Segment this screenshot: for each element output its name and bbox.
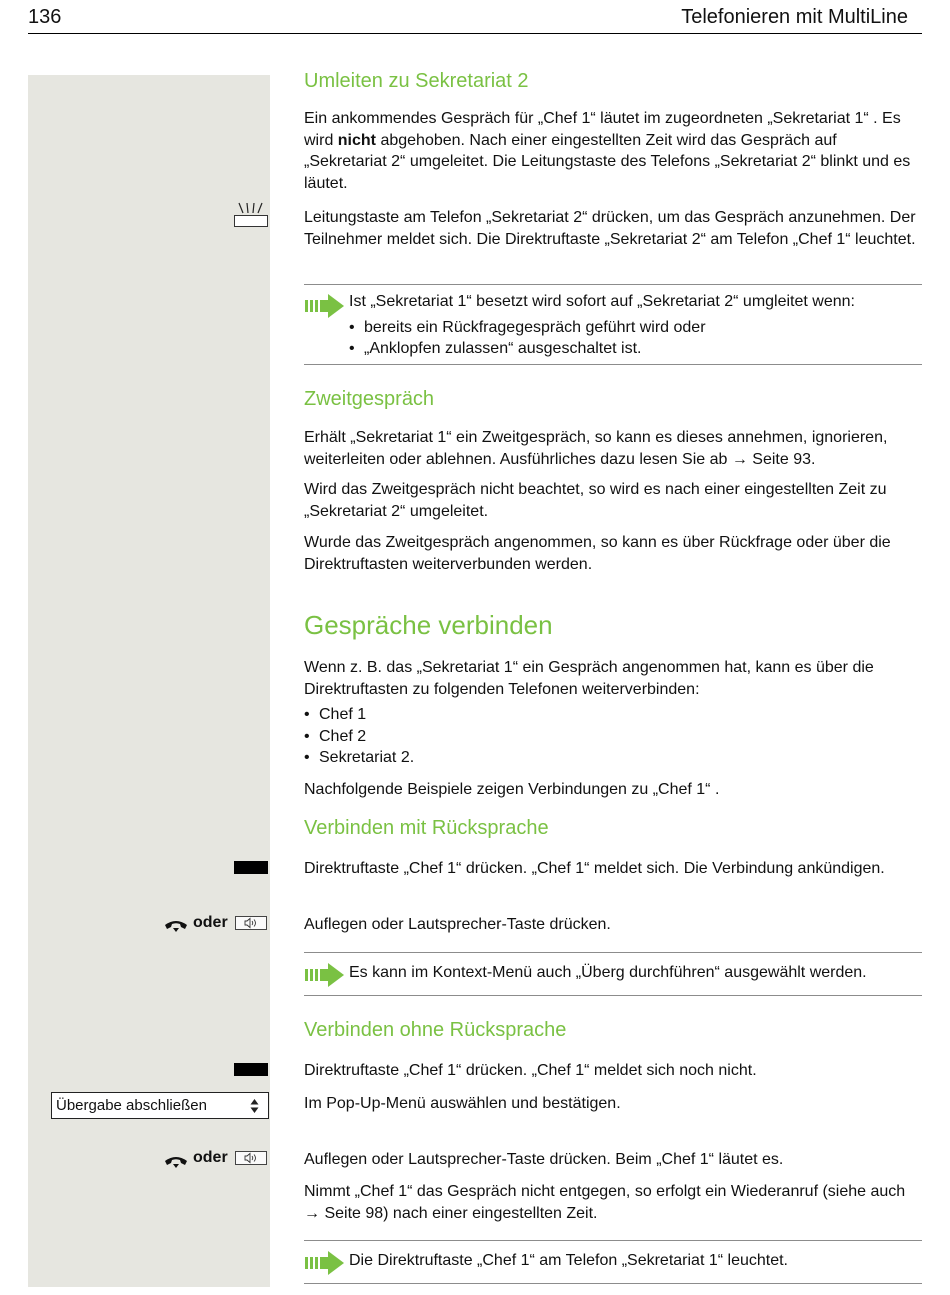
loudspeaker-key-icon xyxy=(235,916,267,930)
note-rule-top xyxy=(304,1240,922,1241)
paragraph-mit-2: Auflegen oder Lautsprecher-Taste drücken. xyxy=(304,916,611,933)
paragraph-ohne-2: Im Pop-Up-Menü auswählen und bestätigen. xyxy=(304,1095,621,1112)
note-kontext-menue xyxy=(304,960,924,984)
note-arrow-icon xyxy=(304,1248,346,1278)
popup-menu-label: Übergabe abschließen xyxy=(56,1097,207,1114)
popup-menu-select[interactable] xyxy=(51,1092,269,1119)
paragraph-zweit-2: Wird das Zweitgespräch nicht beachtet, so wird es nach einer eingestellten Zeit zu „Sekretariat 2“ umgeleitet. xyxy=(304,481,887,520)
note-besetzt-text: Ist „Sekretariat 1“ besetzt wird sofort auf „Sekretariat 2“ umgleitet wenn: xyxy=(349,293,855,310)
paragraph-mit-1: Direktruftaste „Chef 1“ drücken. „Chef 1“ meldet sich. Die Verbindung ankündigen. xyxy=(304,860,885,877)
list-item: • bereits ein Rückfragegespräch geführt wird oder xyxy=(349,317,924,339)
heading-gespraeche-verbinden: Gespräche verbinden xyxy=(304,610,553,640)
paragraph-leitungstaste: Leitungstaste am Telefon „Sekretariat 2“ drücken, um das Gespräch anzunehmen. Der Teilnehmer meldet sich. Die Direktruftaste „Sekretariat 2“ am Telefon „Chef 1“ leuchtet. xyxy=(304,209,916,248)
paragraph-ohne-4: Nimmt „Chef 1“ das Gespräch nicht entgegen, so erfolgt ein Wiederanruf (siehe auch → Seite 98) nach einer eingestellten Zeit. xyxy=(304,1183,906,1222)
note-arrow-icon xyxy=(304,960,346,990)
paragraph-umleiten-intro: Ein ankommendes Gespräch für „Chef 1“ läutet im zugeordneten „Sekretariat 1“ . Es wird nicht abgehoben. Nach einer eingestellten Zeit wird das Gespräch auf „Sekretariat 2“ umgeleitet. Die Leitungstaste des Telefons „Sekretariat 2“ blinkt und es läutet. xyxy=(304,110,911,192)
header-rule xyxy=(28,33,922,34)
handset-hang-up-icon xyxy=(163,1155,189,1169)
list-item: • „Anklopfen zulassen“ ausgeschaltet ist. xyxy=(349,338,924,360)
note-rule-bottom xyxy=(304,995,922,996)
up-down-spinner-icon[interactable] xyxy=(250,1098,259,1114)
list-item: • Chef 1 xyxy=(304,704,414,726)
paragraph-verbinden-intro: Wenn z. B. das „Sekretariat 1“ ein Gespräch angenommen hat, kann es über die Direktruftasten zu folgenden Telefonen weiterverbinden: xyxy=(304,659,874,698)
note-arrow-icon xyxy=(304,291,346,321)
direct-key-icon xyxy=(234,1063,268,1076)
note-besetzt xyxy=(304,291,924,360)
oder-label: oder xyxy=(193,1149,228,1166)
page-number: 136 xyxy=(28,6,62,28)
list-item: • Sekretariat 2. xyxy=(304,747,414,769)
list-item: • Chef 2 xyxy=(304,726,414,748)
note-rule-bottom xyxy=(304,1283,922,1284)
heading-ohne-ruecksprache: Verbinden ohne Rücksprache xyxy=(304,1019,567,1041)
loudspeaker-key-icon xyxy=(235,1151,267,1165)
direct-key-icon xyxy=(234,861,268,874)
heading-umleiten: Umleiten zu Sekretariat 2 xyxy=(304,70,529,92)
target-list xyxy=(304,704,414,769)
paragraph-beispiele: Nachfolgende Beispiele zeigen Verbindungen zu „Chef 1“ . xyxy=(304,781,720,798)
note-rule-bottom xyxy=(304,364,922,365)
paragraph-zweit-3: Wurde das Zweitgespräch angenommen, so kann es über Rückfrage oder über die Direktruftasten weiterverbunden werden. xyxy=(304,534,891,573)
note-direktruftaste xyxy=(304,1248,924,1272)
line-key-blinking-icon xyxy=(233,202,269,228)
paragraph-zweit-1: Erhält „Sekretariat 1“ ein Zweitgespräch, so kann es dieses annehmen, ignorieren, weiterleiten oder ablehnen. Ausführliches dazu lesen Sie ab → Seite 93. xyxy=(304,429,888,468)
chapter-title: Telefonieren mit MultiLine xyxy=(681,6,908,28)
note-rule-top xyxy=(304,284,922,285)
paragraph-ohne-1: Direktruftaste „Chef 1“ drücken. „Chef 1“ meldet sich noch nicht. xyxy=(304,1062,757,1079)
note-rule-top xyxy=(304,952,922,953)
oder-label: oder xyxy=(193,914,228,931)
note-kontext-text: Es kann im Kontext-Menü auch „Überg durchführen“ ausgewählt werden. xyxy=(349,964,867,981)
paragraph-ohne-3: Auflegen oder Lautsprecher-Taste drücken. Beim „Chef 1“ läutet es. xyxy=(304,1151,784,1168)
handset-hang-up-icon xyxy=(163,919,189,933)
note-direktruftaste-text: Die Direktruftaste „Chef 1“ am Telefon „Sekretariat 1“ leuchtet. xyxy=(349,1252,788,1269)
heading-mit-ruecksprache: Verbinden mit Rücksprache xyxy=(304,817,549,839)
heading-zweitgespraech: Zweitgespräch xyxy=(304,388,435,410)
